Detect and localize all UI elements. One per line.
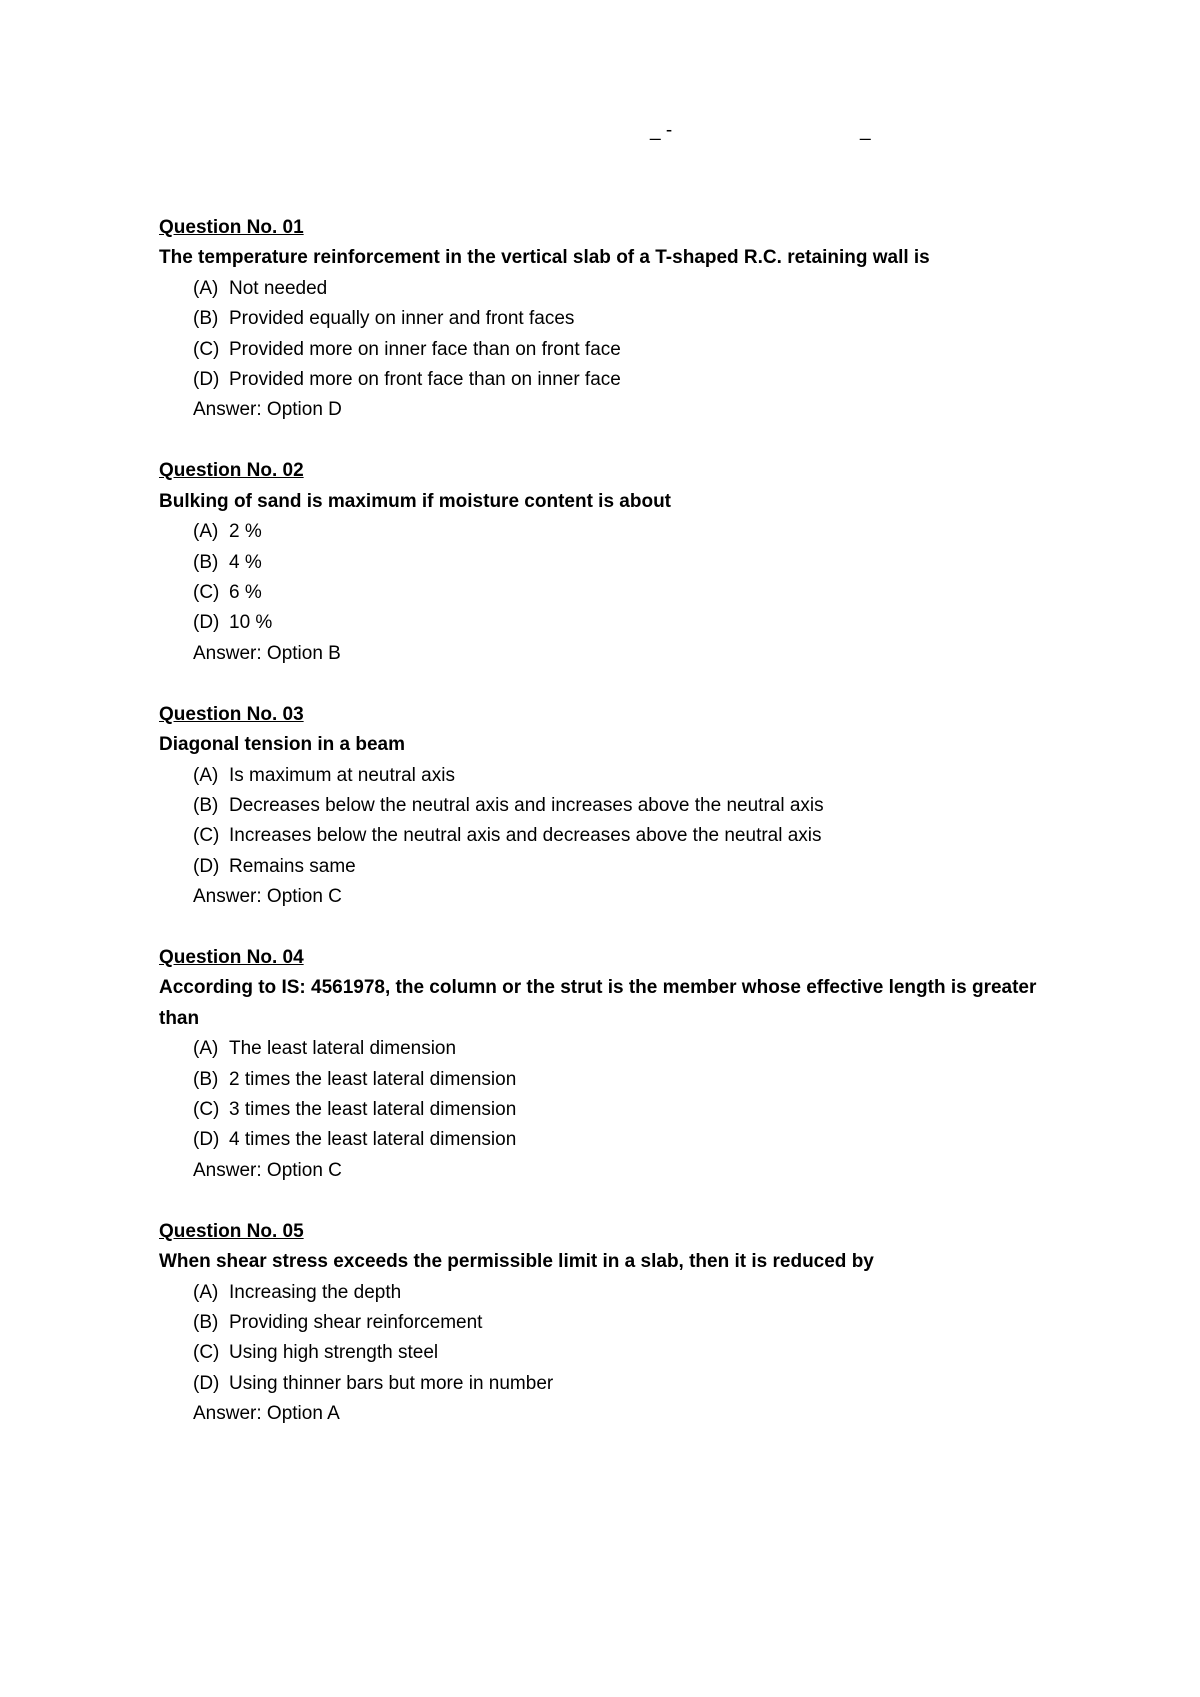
question-text: The temperature reinforcement in the vertical slab of a T-shaped R.C. retaining wall is	[159, 247, 930, 269]
question-number: Question No. 01	[159, 217, 304, 238]
option-text: The least lateral dimension	[229, 1038, 457, 1060]
option-letter: (C)	[193, 825, 220, 847]
answer-line: Answer: Option D	[193, 399, 342, 421]
option-text: 4 times the least lateral dimension	[229, 1129, 517, 1151]
option-d	[193, 852, 1039, 882]
option-text: Remains same	[229, 855, 356, 877]
question-text: When shear stress exceeds the permissible limit in a slab, then it is reduced by	[159, 1251, 874, 1273]
question-block-03	[159, 700, 1039, 913]
question-block-02	[159, 456, 1039, 669]
option-letter: (B)	[193, 1312, 219, 1333]
option-letter: (D)	[193, 369, 220, 391]
option-letter: (D)	[193, 612, 220, 634]
option-text: Using thinner bars but more in number	[229, 1372, 554, 1394]
option-letter: (C)	[193, 581, 220, 603]
option-text: Is maximum at neutral axis	[229, 764, 455, 786]
option-letter: (B)	[193, 308, 219, 330]
option-c	[193, 1338, 1039, 1368]
header-mark-left: _ -	[650, 120, 673, 141]
option-text: 2 times the least lateral dimension	[229, 1068, 517, 1090]
option-d	[193, 608, 1039, 638]
option-text: Increasing the depth	[229, 1281, 402, 1303]
answer-line: Answer: Option C	[193, 1159, 342, 1181]
option-a	[193, 517, 1039, 547]
option-letter: (D)	[193, 1372, 220, 1394]
option-letter: (A)	[193, 1281, 219, 1303]
option-letter: (B)	[193, 1068, 219, 1090]
option-letter: (D)	[193, 855, 220, 877]
option-b	[193, 1065, 1039, 1095]
question-number: Question No. 03	[159, 703, 304, 725]
option-text: 10 %	[229, 612, 273, 634]
option-a	[193, 761, 1039, 791]
option-text: Not needed	[229, 277, 328, 299]
option-letter: (D)	[193, 1129, 220, 1151]
option-list	[159, 1034, 1039, 1156]
option-text: Provided more on front face than on inner face	[229, 369, 621, 391]
option-c	[193, 578, 1039, 608]
option-text: Decreases below the neutral axis and increases above the neutral axis	[229, 794, 824, 816]
question-block-05	[159, 1217, 1039, 1430]
question-block-04	[159, 943, 1039, 1186]
option-letter: (A)	[193, 277, 219, 299]
question-number: Question No. 02	[159, 460, 304, 482]
option-list	[159, 274, 1039, 396]
option-text: 6 %	[229, 581, 262, 603]
answer-line: Answer: Option B	[193, 642, 341, 664]
option-a	[193, 1034, 1039, 1064]
option-text: 3 times the least lateral dimension	[229, 1099, 517, 1121]
answer-line: Answer: Option C	[193, 886, 342, 908]
option-d	[193, 365, 1039, 395]
option-text: Provided equally on inner and front faces	[229, 308, 575, 330]
option-b	[193, 791, 1039, 821]
option-letter: (A)	[193, 521, 219, 543]
option-d	[193, 1369, 1039, 1399]
option-text: Provided more on inner face than on front face	[229, 338, 621, 360]
question-text: Bulking of sand is maximum if moisture content is about	[159, 490, 672, 512]
option-letter: (C)	[193, 338, 220, 360]
option-text: Using high strength steel	[229, 1342, 439, 1364]
option-c	[193, 821, 1039, 851]
option-letter: (C)	[193, 1342, 220, 1364]
option-b	[193, 304, 1039, 334]
option-list	[159, 761, 1039, 883]
question-text: Diagonal tension in a beam	[159, 734, 405, 756]
option-c	[193, 1095, 1039, 1125]
header-mark-right: _	[860, 120, 871, 141]
question-number: Question No. 04	[159, 947, 304, 969]
option-text: 2 %	[229, 521, 262, 543]
option-b	[193, 548, 1039, 578]
option-letter: (A)	[193, 1038, 219, 1060]
option-a	[193, 274, 1039, 304]
answer-line: Answer: Option A	[193, 1403, 340, 1425]
option-text: 4 %	[229, 551, 262, 573]
option-c	[193, 335, 1039, 365]
option-list	[159, 517, 1039, 639]
option-a	[193, 1278, 1039, 1308]
question-text: According to IS: 4561978, the column or the strut is the member whose effective length is greater than	[159, 977, 1037, 1029]
option-b	[193, 1308, 1039, 1338]
option-letter: (B)	[193, 794, 219, 816]
option-list	[159, 1278, 1039, 1400]
option-letter: (C)	[193, 1099, 220, 1121]
option-text: Providing shear reinforcement	[229, 1312, 483, 1333]
option-letter: (A)	[193, 764, 219, 786]
option-text: Increases below the neutral axis and decreases above the neutral axis	[229, 825, 822, 847]
option-d	[193, 1125, 1039, 1155]
question-block-01	[159, 213, 1039, 426]
option-letter: (B)	[193, 551, 219, 573]
question-number: Question No. 05	[159, 1220, 304, 1242]
question-list	[159, 213, 1039, 1460]
